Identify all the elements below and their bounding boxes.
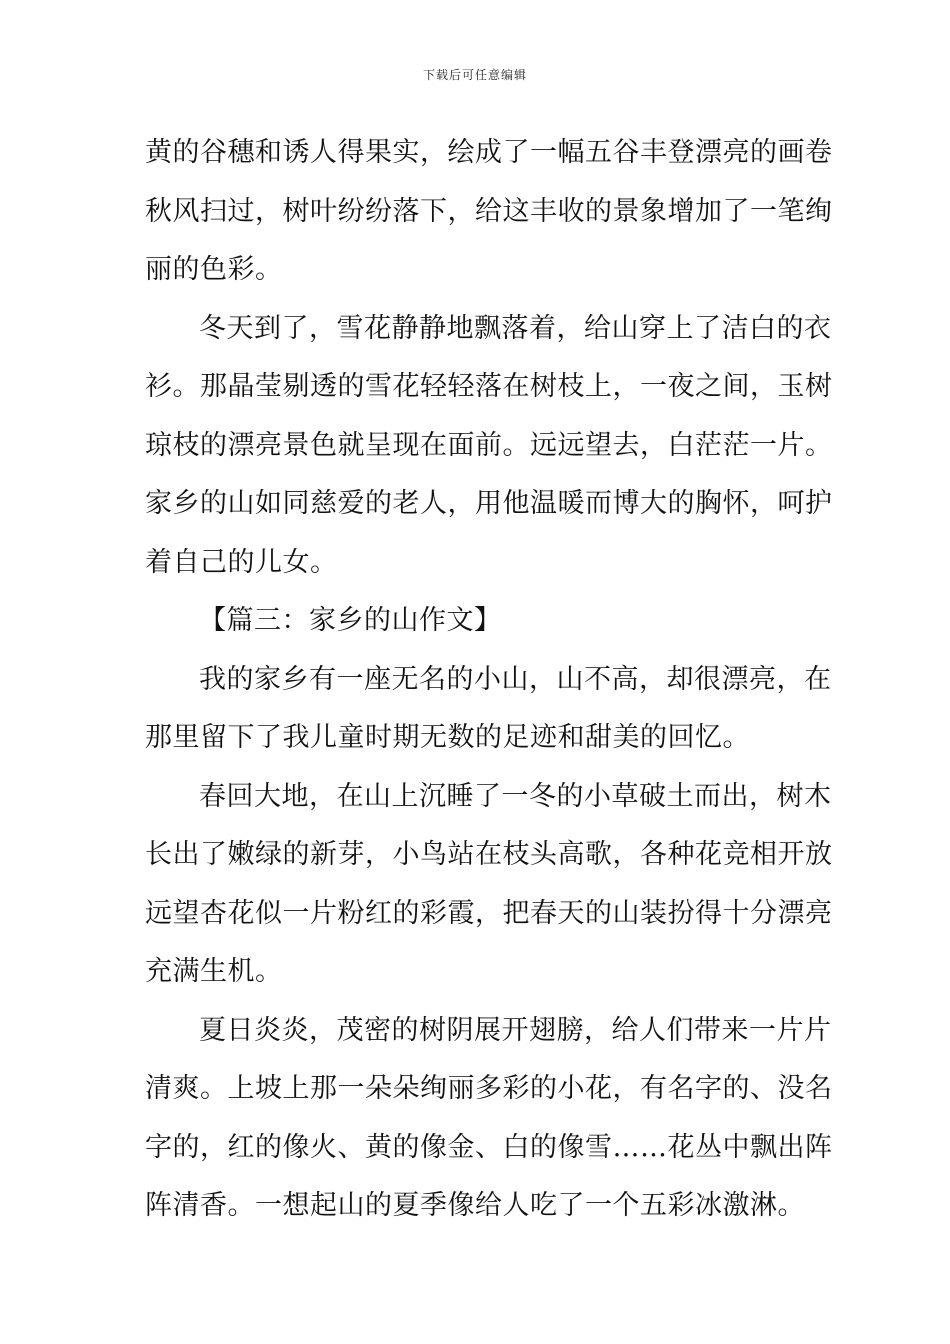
section-heading: 【篇三：家乡的山作文】	[199, 605, 502, 636]
text-line: 我的家乡有一座无名的小山，山不高，却很漂亮，在	[199, 663, 832, 695]
text-line: 充满生机。	[145, 956, 283, 987]
text-line: 家乡的山如同慈爱的老人，用他温暖而博大的胸怀，呵护	[145, 488, 833, 519]
text-line: 夏日炎炎，茂密的树阴展开翅膀，给人们带来一片片	[199, 1014, 832, 1046]
text-line: 清爽。上坡上那一朵朵绚丽多彩的小花，有名字的、没名	[145, 1073, 833, 1104]
text-line: 字的，红的像火、黄的像金、白的像雪……花丛中飘出阵	[145, 1131, 833, 1163]
text-line: 春回大地，在山上沉睡了一冬的小草破土而出，树木	[199, 780, 832, 812]
text-line: 衫。那晶莹剔透的雪花轻轻落在树枝上，一夜之间，玉树	[145, 371, 833, 402]
text-line: 阵清香。一想起山的夏季像给人吃了一个五彩冰激淋。	[145, 1190, 805, 1221]
text-line: 冬天到了，雪花静静地飘落着，给山穿上了洁白的衣	[199, 312, 832, 344]
text-line: 着自己的儿女。	[145, 546, 338, 578]
essay-body	[145, 124, 833, 1236]
text-line: 秋风扫过，树叶纷纷落下，给这丰收的景象增加了一笔绚	[145, 195, 833, 227]
text-line: 黄的谷穗和诱人得果实，绘成了一幅五谷丰登漂亮的画卷	[145, 137, 833, 168]
text-line: 丽的色彩。	[145, 254, 283, 285]
page-header: 下载后可任意编辑	[422, 68, 527, 82]
text-line: 长出了嫩绿的新芽，小鸟站在枝头高歌，各种花竞相开放	[145, 839, 833, 870]
text-line: 远望杏花似一片粉红的彩霞，把春天的山装扮得十分漂亮	[145, 897, 833, 929]
text-line: 那里留下了我儿童时期无数的足迹和甜美的回忆。	[145, 722, 750, 753]
text-line: 琼枝的漂亮景色就呈现在面前。远远望去，白茫茫一片。	[145, 429, 833, 461]
